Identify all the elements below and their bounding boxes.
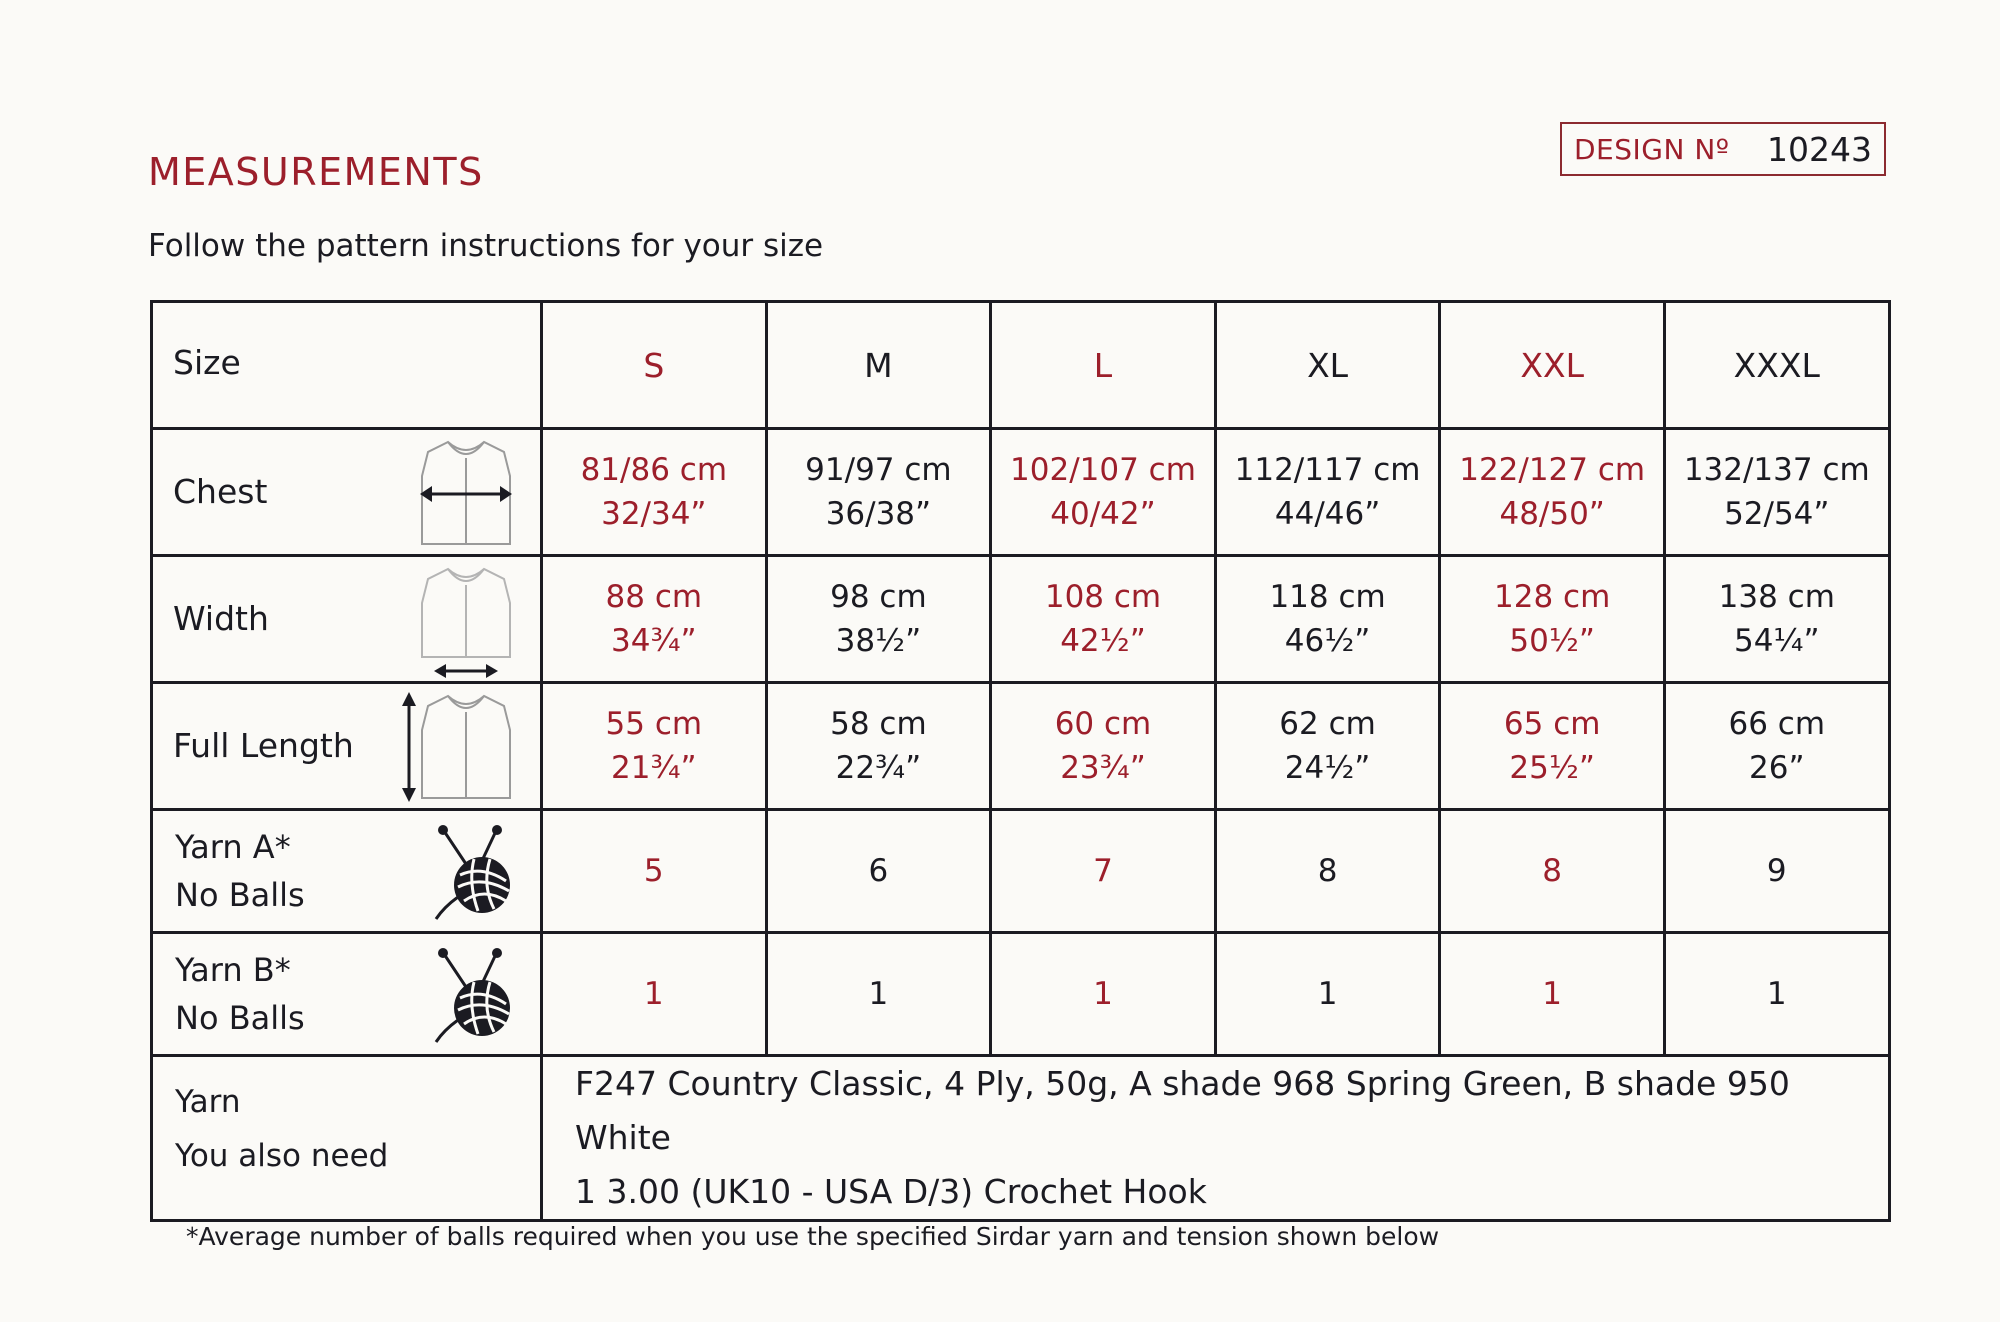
yarn-a-s: 5 [542,810,767,933]
yarn-info-label-cell [152,1056,542,1221]
measurements-table [150,300,1891,1222]
table-row [152,556,1890,683]
hook-spec: 1 3.00 (UK10 - USA D/3) Crochet Hook [575,1172,1207,1211]
length-xl: 62 cm 24½” [1215,683,1440,810]
yarn-a-xl: 8 [1215,810,1440,933]
yarn-a-xxl: 8 [1440,810,1665,933]
chest-xl: 112/117 cm 44/46” [1215,429,1440,556]
garment-length-icon [400,690,518,808]
size-header-xxl: XXL [1440,302,1665,429]
size-row [152,302,1890,429]
size-header-s: S [542,302,767,429]
yarn-b-label: Yarn B* No Balls [175,951,305,1037]
width-xl: 118 cm 46½” [1215,556,1440,683]
length-m: 58 cm 22¾” [766,683,991,810]
yarn-a-xxxl: 9 [1664,810,1889,933]
size-header-xl: XL [1215,302,1440,429]
yarn-b-m: 1 [766,933,991,1056]
chest-l: 102/107 cm 40/42” [991,429,1216,556]
yarn-info-value [542,1056,1890,1221]
table-row [152,429,1890,556]
length-l: 60 cm 23¾” [991,683,1216,810]
yarn-b-xxxl: 1 [1664,933,1889,1056]
subtitle: Follow the pattern instructions for your size [148,228,824,264]
width-xxl: 128 cm 50½” [1440,556,1665,683]
chest-m: 91/97 cm 36/38” [766,429,991,556]
yarn-a-l: 7 [991,810,1216,933]
width-label: Width [173,599,269,638]
yarn-spec: F247 Country Classic, 4 Ply, 50g, A shade 968 Spring Green, B shade 950 White [575,1064,1790,1157]
length-label-cell [152,683,542,810]
chest-label-cell [152,429,542,556]
yarn-ball-icon [434,948,518,1048]
length-xxxl: 66 cm 26” [1664,683,1889,810]
footnote: *Average number of balls required when you use the specified Sirdar yarn and tension shown below [186,1222,1440,1251]
width-label-cell [152,556,542,683]
table-row [152,810,1890,933]
garment-width-icon [414,563,518,685]
yarn-b-s: 1 [542,933,767,1056]
length-s: 55 cm 21¾” [542,683,767,810]
width-l: 108 cm 42½” [991,556,1216,683]
yarn-a-label-cell [152,810,542,933]
table-row [152,933,1890,1056]
yarn-b-l: 1 [991,933,1216,1056]
width-m: 98 cm 38½” [766,556,991,683]
yarn-b-label-cell [152,933,542,1056]
page-title: MEASUREMENTS [148,150,484,194]
width-xxxl: 138 cm 54¼” [1664,556,1889,683]
size-header-l: L [991,302,1216,429]
design-label: DESIGN Nº [1574,132,1730,166]
size-label: Size [173,343,241,382]
chest-s: 81/86 cm 32/34” [542,429,767,556]
yarn-a-label: Yarn A* No Balls [175,828,305,914]
yarn-b-xl: 1 [1215,933,1440,1056]
size-header-xxxl: XXXL [1664,302,1889,429]
yarn-info-row [152,1056,1890,1221]
yarn-b-xxl: 1 [1440,933,1665,1056]
size-header-m: M [766,302,991,429]
yarn-a-m: 6 [766,810,991,933]
garment-chest-icon [414,436,518,554]
chest-label: Chest [173,472,268,511]
chest-xxxl: 132/137 cm 52/54” [1664,429,1889,556]
design-number: 10243 [1767,129,1872,169]
design-number-box [1560,122,1886,176]
yarn-info-label: Yarn You also need [175,1084,389,1174]
size-label-cell [152,302,542,429]
length-label: Full Length [173,726,354,765]
yarn-ball-icon [434,825,518,925]
table-row [152,683,1890,810]
length-xxl: 65 cm 25½” [1440,683,1665,810]
width-s: 88 cm 34¾” [542,556,767,683]
chest-xxl: 122/127 cm 48/50” [1440,429,1665,556]
